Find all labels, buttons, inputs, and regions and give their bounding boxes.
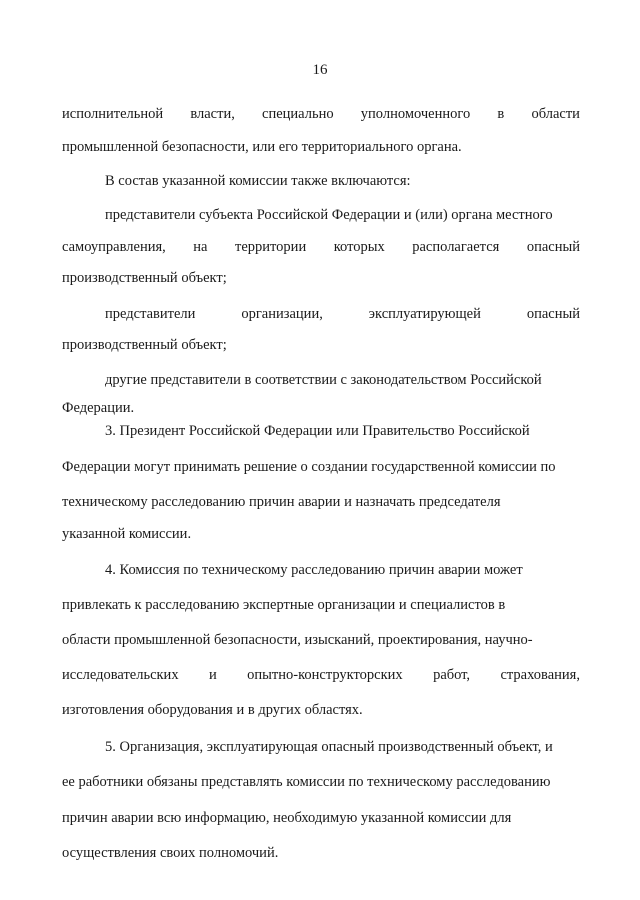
- word: самоуправления,: [62, 239, 166, 255]
- word: организации,: [241, 306, 323, 322]
- word: власти,: [190, 106, 235, 122]
- text-line: 4. Комиссия по техническому расследованию причин аварии может: [105, 562, 523, 578]
- text-line: осуществления своих полномочий.: [62, 845, 279, 861]
- text-line: 5. Организация, эксплуатирующая опасный производственный объект, и: [105, 739, 553, 755]
- word: уполномоченного: [360, 106, 471, 122]
- word: специально: [262, 106, 334, 122]
- text-line: Федерации.: [62, 400, 135, 416]
- word: в: [497, 106, 505, 122]
- word: работ,: [433, 667, 471, 683]
- text-line: производственный объект;: [62, 270, 227, 286]
- text-line: 3. Президент Российской Федерации или Правительство Российской: [105, 423, 530, 439]
- text-line: ее работники обязаны представлять комиссии по техническому расследованию: [62, 774, 551, 790]
- text-line: производственный объект;: [62, 337, 227, 353]
- word: представители: [105, 306, 196, 322]
- word: эксплуатирующей: [368, 306, 481, 322]
- page-number: 16: [312, 62, 328, 78]
- text-line: промышленной безопасности, или его территориального органа.: [62, 139, 462, 155]
- word: опытно-конструкторских: [247, 667, 403, 683]
- text-line-spread-3: [105, 307, 580, 322]
- word: исполнительной: [62, 106, 164, 122]
- text-line-spread-2: [62, 240, 580, 255]
- text-line-spread-4: [62, 668, 580, 683]
- text-line-spread-1: [62, 107, 580, 122]
- word: исследовательских: [62, 667, 179, 683]
- word: территории: [235, 239, 307, 255]
- word: опасный: [526, 306, 580, 322]
- word: страхования,: [500, 667, 580, 683]
- text-line: указанной комиссии.: [62, 526, 192, 542]
- text-line: области промышленной безопасности, изысканий, проектирования, научно-: [62, 632, 533, 648]
- text-line: техническому расследованию причин аварии и назначать председателя: [62, 494, 501, 510]
- text-line: другие представители в соответствии с законодательством Российской: [105, 372, 542, 388]
- text-line: привлекать к расследованию экспертные организации и специалистов в: [62, 597, 506, 613]
- word: и: [208, 667, 217, 683]
- text-line: изготовления оборудования и в других областях.: [62, 702, 363, 718]
- word: располагается: [412, 239, 500, 255]
- text-line: причин аварии всю информацию, необходимую указанной комиссии для: [62, 810, 512, 826]
- text-line: представители субъекта Российской Федерации и (или) органа местного: [105, 207, 553, 223]
- word: опасный: [526, 239, 580, 255]
- word: которых: [333, 239, 385, 255]
- word: области: [531, 106, 580, 122]
- text-line: В состав указанной комиссии также включаются:: [105, 173, 411, 189]
- text-line: Федерации могут принимать решение о создании государственной комиссии по: [62, 459, 556, 475]
- word: на: [193, 239, 208, 255]
